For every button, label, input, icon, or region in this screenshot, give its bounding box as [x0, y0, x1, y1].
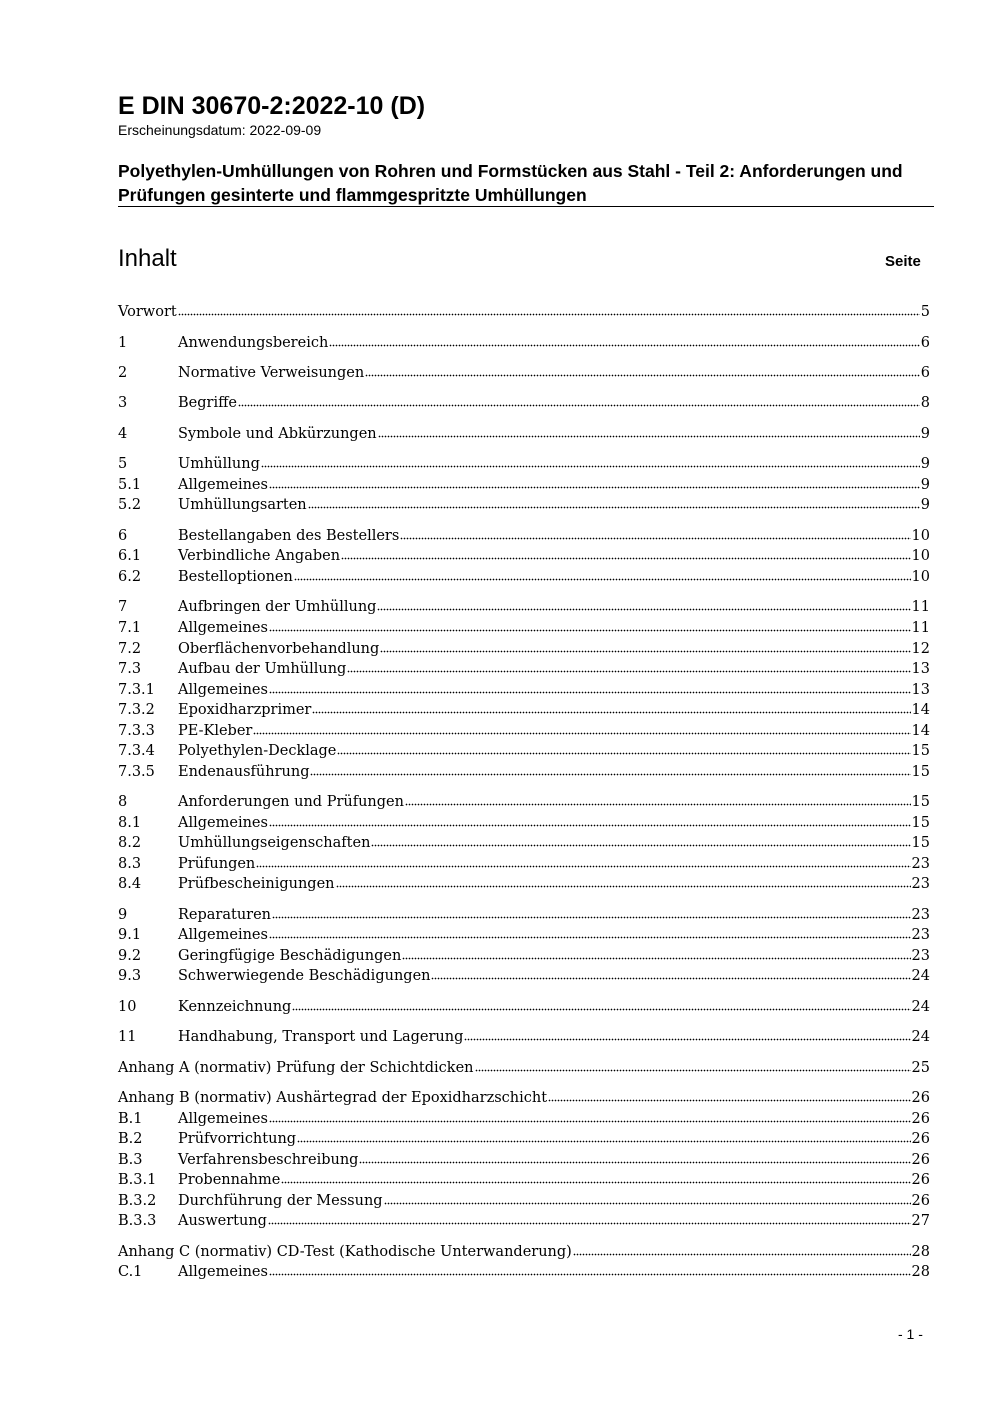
toc-entry-title: Anwendungsbereich: [178, 335, 329, 351]
toc-entry-title: Allgemeines: [178, 477, 268, 493]
toc-entry-page: 9: [920, 426, 930, 442]
toc-entry-page: 8: [920, 395, 930, 411]
toc-entry[interactable]: [118, 1242, 930, 1262]
toc-entry-number: 5.1: [118, 477, 142, 493]
toc-entry[interactable]: [118, 792, 930, 812]
toc-entry-title: Allgemeines: [178, 682, 268, 698]
toc-entry-number: 9.1: [118, 927, 142, 943]
toc-entry[interactable]: [118, 966, 930, 986]
toc-dot-leader: [269, 486, 920, 490]
toc-entry-title: Anforderungen und Prüfungen: [178, 794, 404, 810]
toc-dot-leader: [253, 732, 910, 736]
toc-entry-page: 13: [911, 682, 930, 698]
toc-entry[interactable]: [118, 597, 930, 617]
toc-entry-number: 7.3.3: [118, 723, 155, 739]
toc-entry-title: Probennahme: [178, 1172, 281, 1188]
toc-entry-number: C.1: [118, 1264, 143, 1280]
toc-entry-number: B.3: [118, 1152, 143, 1168]
toc-entry-number: 7.3.1: [118, 682, 155, 698]
toc-entry[interactable]: [118, 1150, 930, 1170]
toc-entry-number: B.3.3: [118, 1213, 157, 1229]
toc-dot-leader: [431, 977, 910, 981]
toc-entry[interactable]: [118, 946, 930, 966]
toc-entry-number: 8: [118, 794, 128, 810]
toc-entry-title: Schwerwiegende Beschädigungen: [178, 968, 431, 984]
toc-entry-number: B.2: [118, 1131, 143, 1147]
toc-dot-leader: [400, 537, 910, 541]
toc-entry-page: 26: [911, 1152, 930, 1168]
toc-entry[interactable]: [118, 567, 930, 587]
toc-entry-title: Durchführung der Messung: [178, 1193, 383, 1209]
toc-entry-title: Verbindliche Angaben: [178, 548, 341, 564]
toc-entry-number: 9: [118, 907, 128, 923]
toc-entry[interactable]: [118, 363, 930, 383]
toc-entry[interactable]: [118, 659, 930, 679]
toc-dot-leader: [365, 374, 920, 378]
toc-entry-page: 26: [911, 1131, 930, 1147]
toc-entry[interactable]: [118, 997, 930, 1017]
toc-entry-title: Geringfügige Beschädigungen: [178, 948, 402, 964]
toc-entry-page: 23: [911, 948, 930, 964]
title-divider: [118, 206, 934, 207]
toc-entry-number: 8.3: [118, 856, 142, 872]
toc-dot-leader: [256, 865, 910, 869]
toc-entry-title: Reparaturen: [178, 907, 272, 923]
page-column-label: Seite: [885, 253, 921, 270]
toc-entry-number: 11: [118, 1029, 137, 1045]
toc-dot-leader: [548, 1099, 910, 1103]
toc-entry-title: Epoxidharzprimer: [178, 702, 312, 718]
toc-entry-page: 26: [911, 1111, 930, 1127]
toc-entry[interactable]: [118, 393, 930, 413]
toc-entry[interactable]: [118, 925, 930, 945]
toc-entry-number: Anhang B (normativ) Aushärtegrad der Epoxidharzschicht: [118, 1090, 548, 1106]
toc-entry-page: 26: [911, 1090, 930, 1106]
toc-entry-number: 8.4: [118, 876, 142, 892]
toc-entry-page: 15: [911, 764, 930, 780]
toc-entry-number: 8.2: [118, 835, 142, 851]
toc-entry-page: 28: [911, 1264, 930, 1280]
toc-dot-leader: [308, 506, 920, 510]
toc-entry-title: Umhüllungsarten: [178, 497, 307, 513]
toc-entry-title: Allgemeines: [178, 815, 268, 831]
toc-entry-number: 4: [118, 426, 128, 442]
toc-dot-leader: [378, 435, 920, 439]
toc-entry-title: Prüfvorrichtung: [178, 1131, 297, 1147]
toc-entry[interactable]: [118, 1129, 930, 1149]
toc-entry[interactable]: [118, 618, 930, 638]
toc-entry-title: Umhüllungseigenschaften: [178, 835, 371, 851]
toc-entry-number: 3: [118, 395, 128, 411]
toc-entry-number: 7: [118, 599, 128, 615]
toc-dot-leader: [359, 1161, 910, 1165]
toc-dot-leader: [573, 1253, 911, 1257]
toc-entry-number: B.3.2: [118, 1193, 157, 1209]
toc-entry-page: 25: [911, 1060, 930, 1076]
toc-dot-leader: [269, 1120, 911, 1124]
toc-entry[interactable]: [118, 454, 930, 474]
toc-entry-number: Anhang C (normativ) CD-Test (Kathodische Unterwanderung): [118, 1244, 572, 1260]
toc-entry-title: Allgemeines: [178, 620, 268, 636]
toc-entry-number: B.3.1: [118, 1172, 157, 1188]
toc-dot-leader: [336, 885, 911, 889]
toc-entry-page: 11: [911, 620, 930, 636]
toc-entry-title: Symbole und Abkürzungen: [178, 426, 377, 442]
toc-entry-page: 10: [911, 548, 930, 564]
toc-dot-leader: [269, 824, 911, 828]
toc-dot-leader: [475, 1069, 911, 1073]
toc-entry-number: Anhang A (normativ) Prüfung der Schichtdicken: [118, 1060, 474, 1076]
toc-entry-page: 15: [911, 835, 930, 851]
toc-dot-leader: [294, 578, 911, 582]
toc-entry-title: Normative Verweisungen: [178, 365, 365, 381]
toc-entry-number: 10: [118, 999, 137, 1015]
toc-entry-title: Allgemeines: [178, 1264, 268, 1280]
toc-dot-leader: [297, 1140, 910, 1144]
toc-entry-page: 6: [920, 365, 930, 381]
toc-entry-title: Bestelloptionen: [178, 569, 293, 585]
toc-entry-page: 23: [911, 856, 930, 872]
toc-entry[interactable]: [118, 639, 930, 659]
toc-entry[interactable]: [118, 1109, 930, 1129]
toc-entry-page: 23: [911, 876, 930, 892]
toc-entry[interactable]: [118, 905, 930, 925]
document-id: E DIN 30670-2:2022-10 (D): [118, 92, 426, 120]
toc-entry-number: 6.1: [118, 548, 142, 564]
toc-entry[interactable]: [118, 1191, 930, 1211]
toc-entry-number: 7.3.2: [118, 702, 155, 718]
toc-entry-number: 1: [118, 335, 128, 351]
toc-dot-leader: [261, 465, 920, 469]
toc-entry-page: 11: [911, 599, 930, 615]
toc-dot-leader: [178, 313, 920, 317]
toc-entry[interactable]: [118, 424, 930, 444]
toc-entry-number: 9.3: [118, 968, 142, 984]
toc-entry[interactable]: [118, 833, 930, 853]
toc-entry[interactable]: [118, 762, 930, 782]
toc-entry[interactable]: [118, 680, 930, 700]
toc-entry[interactable]: [118, 302, 930, 322]
toc-dot-leader: [269, 936, 911, 940]
toc-dot-leader: [238, 404, 920, 408]
toc-entry[interactable]: [118, 1262, 930, 1282]
toc-dot-leader: [337, 752, 910, 756]
toc-entry-page: 26: [911, 1172, 930, 1188]
toc-entry[interactable]: [118, 1170, 930, 1190]
toc-dot-leader: [402, 957, 910, 961]
toc-entry-page: 6: [920, 335, 930, 351]
toc-entry-number: 7.1: [118, 620, 142, 636]
toc-entry-title: Handhabung, Transport und Lagerung: [178, 1029, 464, 1045]
toc-entry-page: 24: [911, 1029, 930, 1045]
toc-entry-number: 6.2: [118, 569, 142, 585]
toc-entry-page: 13: [911, 661, 930, 677]
toc-dot-leader: [405, 803, 911, 807]
toc-entry-title: Kennzeichnung: [178, 999, 292, 1015]
toc-entry-number: 9.2: [118, 948, 142, 964]
toc-entry-page: 9: [920, 497, 930, 513]
toc-entry-page: 14: [911, 702, 930, 718]
toc-dot-leader: [281, 1181, 910, 1185]
toc-entry-title: Bestellangaben des Bestellers: [178, 528, 400, 544]
toc-entry-page: 10: [911, 569, 930, 585]
toc-dot-leader: [312, 711, 910, 715]
toc-dot-leader: [380, 650, 910, 654]
toc-entry-page: 14: [911, 723, 930, 739]
toc-entry-title: Endenausführung: [178, 764, 310, 780]
toc-entry[interactable]: [118, 874, 930, 894]
toc-entry-title: Polyethylen-Decklage: [178, 743, 337, 759]
toc-entry-number: 7.3: [118, 661, 142, 677]
toc-entry[interactable]: [118, 1088, 930, 1108]
toc-entry-title: PE-Kleber: [178, 723, 253, 739]
toc-entry-number: 7.2: [118, 641, 142, 657]
toc-entry-page: 27: [911, 1213, 930, 1229]
publication-date: Erscheinungsdatum: 2022-09-09: [118, 122, 322, 138]
toc-entry[interactable]: [118, 1058, 930, 1078]
toc-dot-leader: [329, 344, 919, 348]
toc-entry-page: 23: [911, 907, 930, 923]
toc-dot-leader: [268, 1222, 911, 1226]
toc-entry-page: 23: [911, 927, 930, 943]
toc-entry-number: 7.3.5: [118, 764, 155, 780]
toc-heading: Inhalt: [118, 245, 177, 272]
toc-entry-page: 5: [920, 304, 930, 320]
toc-entry-page: 26: [911, 1193, 930, 1209]
toc-entry-title: Aufbau der Umhüllung: [178, 661, 347, 677]
toc-entry-title: Prüfbescheinigungen: [178, 876, 335, 892]
toc-entry[interactable]: [118, 333, 930, 353]
document-title: Polyethylen-Umhüllungen von Rohren und Formstücken aus Stahl - Teil 2: Anforderungen und Prüfungen gesinterte und flammgespritzte Umhüllungen: [118, 161, 903, 205]
toc-dot-leader: [269, 629, 911, 633]
toc-entry[interactable]: [118, 721, 930, 741]
toc-entry[interactable]: [118, 854, 930, 874]
toc-entry-page: 15: [911, 815, 930, 831]
toc-entry-page: 15: [911, 743, 930, 759]
toc-entry-title: Aufbringen der Umhüllung: [178, 599, 377, 615]
toc-entry-number: 2: [118, 365, 128, 381]
toc-entry[interactable]: [118, 700, 930, 720]
toc-entry[interactable]: [118, 741, 930, 761]
toc-entry-page: 24: [911, 968, 930, 984]
toc-entry[interactable]: [118, 1027, 930, 1047]
toc-entry-number: B.1: [118, 1111, 143, 1127]
toc-entry-number: 5: [118, 456, 128, 472]
toc-entry-number: 6: [118, 528, 128, 544]
toc-dot-leader: [310, 773, 910, 777]
toc-entry-page: 24: [911, 999, 930, 1015]
toc-entry-title: Allgemeines: [178, 927, 268, 943]
toc-entry[interactable]: [118, 546, 930, 566]
toc-entry-title: Auswertung: [178, 1213, 267, 1229]
toc-entry-page: 9: [920, 477, 930, 493]
toc-dot-leader: [341, 557, 910, 561]
toc-dot-leader: [384, 1202, 911, 1206]
toc-entry-page: 9: [920, 456, 930, 472]
toc-entry-number: 5.2: [118, 497, 142, 513]
toc-dot-leader: [292, 1008, 910, 1012]
toc-entry[interactable]: [118, 495, 930, 515]
toc-dot-leader: [269, 1273, 911, 1277]
toc-dot-leader: [272, 916, 911, 920]
toc-entry[interactable]: [118, 1211, 930, 1231]
toc-entry-title: Verfahrensbeschreibung: [178, 1152, 359, 1168]
toc-entry-title: Prüfungen: [178, 856, 256, 872]
toc-entry-page: 15: [911, 794, 930, 810]
toc-entry-title: Begriffe: [178, 395, 237, 411]
toc-entry-title: Umhüllung: [178, 456, 260, 472]
toc-dot-leader: [269, 691, 911, 695]
toc-entry-page: 12: [911, 641, 930, 657]
toc-dot-leader: [377, 608, 910, 612]
toc-entry-number: 7.3.4: [118, 743, 155, 759]
toc-dot-leader: [464, 1038, 910, 1042]
toc-dot-leader: [371, 844, 910, 848]
toc-dot-leader: [347, 670, 910, 674]
toc-entry-page: 28: [911, 1244, 930, 1260]
page-number: - 1 -: [898, 1326, 923, 1342]
toc-entry[interactable]: [118, 475, 930, 495]
toc-entry-page: 10: [911, 528, 930, 544]
toc-entry-number: Vorwort: [118, 304, 177, 320]
toc-entry-title: Allgemeines: [178, 1111, 268, 1127]
toc-entry-number: 8.1: [118, 815, 142, 831]
toc-entry[interactable]: [118, 813, 930, 833]
toc-entry-title: Oberflächenvorbehandlung: [178, 641, 380, 657]
toc-entry[interactable]: [118, 526, 930, 546]
